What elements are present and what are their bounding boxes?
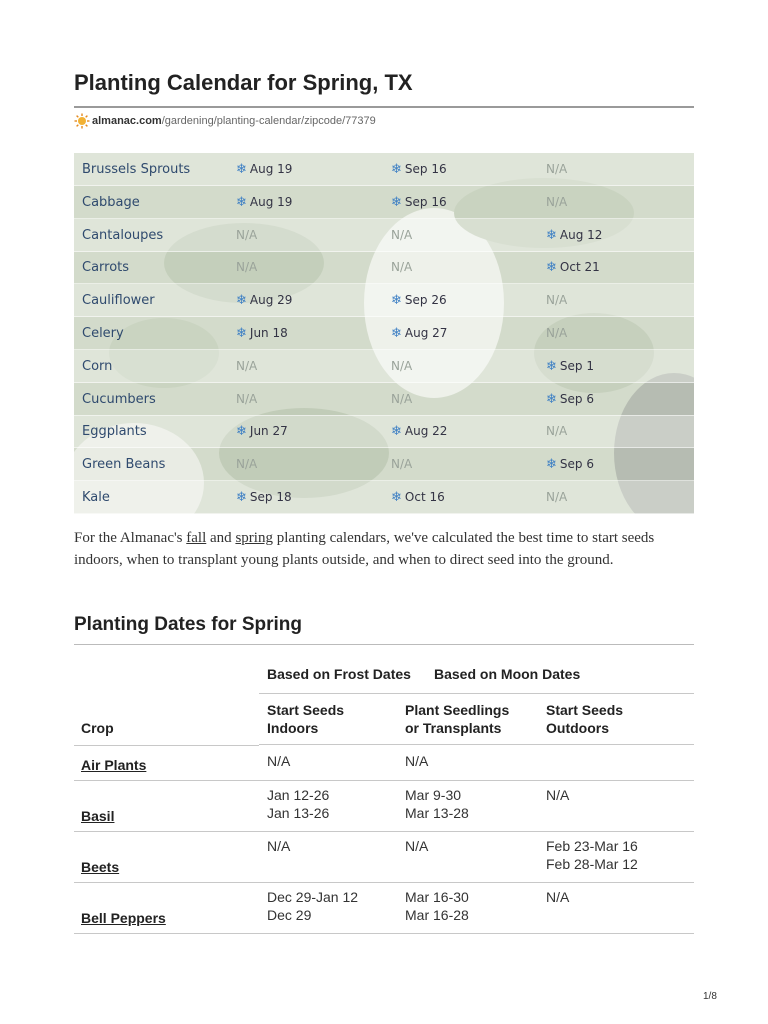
intro-text: planting calendars, we've calculated the best time to start seeds indoors, when to transplant young plants outside, and when to direct seed into the ground. <box>74 530 655 568</box>
hero-calendar-row <box>74 251 694 284</box>
row-divider <box>74 780 694 781</box>
hero-date-cell: ❄ Aug 12 <box>546 227 603 243</box>
date-cell: Jan 13-26 <box>267 805 330 821</box>
spring-link[interactable]: spring <box>235 530 273 546</box>
hero-calendar-row <box>74 350 694 383</box>
intro-text: and <box>206 530 236 546</box>
hero-date-cell: ❄ Jun 18 <box>236 326 288 341</box>
crop-link-cell <box>81 756 146 774</box>
header-divider <box>74 745 259 746</box>
hero-date-cell: ❄ Aug 19 <box>236 162 293 177</box>
crop-link[interactable]: Air Plants <box>81 757 147 773</box>
hero-calendar-row <box>74 481 694 514</box>
hero-date-cell: ❄ Sep 1 <box>546 358 594 374</box>
row-divider <box>74 933 694 934</box>
hero-date-cell: N/A <box>236 457 258 472</box>
snowflake-icon: ❄ <box>391 490 402 505</box>
row-divider <box>74 882 694 883</box>
hero-date-cell: N/A <box>236 358 258 373</box>
hero-date-cell: N/A <box>391 391 413 406</box>
date-cell: N/A <box>405 753 429 769</box>
date-cell: Mar 16-30 <box>405 889 469 905</box>
page-number: 1/8 <box>703 991 717 1002</box>
date-cell: Dec 29 <box>267 907 312 923</box>
hero-date-cell: ❄ Sep 16 <box>391 162 447 177</box>
hero-crop-name: Brussels Sprouts <box>82 162 191 177</box>
hero-calendar-image <box>74 153 694 514</box>
date-cell: Dec 29-Jan 12 <box>267 889 359 905</box>
snowflake-icon: ❄ <box>236 490 247 505</box>
snowflake-icon: ❄ <box>546 227 557 243</box>
hero-date-cell: N/A <box>391 457 413 472</box>
section-title: Planting Dates for Spring <box>74 614 303 635</box>
hero-date-cell: N/A <box>391 358 413 373</box>
moon-dates-group-header: Based on Moon Dates <box>434 666 581 682</box>
hero-date-cell: N/A <box>546 194 568 209</box>
date-cell: Mar 9-30 <box>405 787 462 803</box>
hero-date-cell: N/A <box>546 293 568 308</box>
hero-crop-name: Carrots <box>82 260 130 276</box>
section-divider <box>74 644 694 645</box>
hero-date-cell: N/A <box>546 326 568 340</box>
hero-date-cell: N/A <box>236 260 258 275</box>
snowflake-icon: ❄ <box>236 162 247 177</box>
hero-date-cell: ❄ Aug 22 <box>391 424 448 440</box>
page-title: Planting Calendar for Spring, TX <box>74 70 413 95</box>
crop-link-cell <box>81 858 119 876</box>
snowflake-icon: ❄ <box>391 194 402 210</box>
snowflake-icon: ❄ <box>236 293 247 309</box>
date-cell: Mar 13-28 <box>405 805 469 821</box>
snowflake-icon: ❄ <box>546 358 557 374</box>
hero-date-cell: ❄ Oct 21 <box>546 260 600 276</box>
hero-crop-name: Celery <box>82 326 124 341</box>
hero-calendar-row <box>74 153 694 186</box>
hero-calendar-row <box>74 317 694 350</box>
indoors-column-header: Start Seeds Indoors <box>267 702 345 736</box>
hero-calendar-row <box>74 383 694 416</box>
date-cell: Jan 12-26 <box>267 787 330 803</box>
snowflake-icon: ❄ <box>546 457 557 473</box>
crop-link[interactable]: Beets <box>81 859 120 875</box>
hero-crop-name: Cauliflower <box>82 293 155 309</box>
header-divider <box>259 744 694 745</box>
outdoors-column-header: Start Seeds Outdoors <box>546 702 624 736</box>
hero-calendar-row <box>74 219 694 252</box>
title-divider <box>74 106 694 108</box>
date-cell: Mar 16-28 <box>405 907 469 923</box>
snowflake-icon: ❄ <box>391 293 402 309</box>
snowflake-icon: ❄ <box>546 260 557 276</box>
hero-crop-name: Cantaloupes <box>82 227 164 243</box>
intro-text: For the Almanac's <box>74 530 187 546</box>
crop-link-cell <box>81 909 166 927</box>
sun-favicon-icon <box>74 113 90 129</box>
hero-crop-name: Cabbage <box>82 194 140 210</box>
hero-crop-name: Green Beans <box>82 457 166 473</box>
hero-date-cell: N/A <box>391 260 413 275</box>
date-cell: Feb 28-Mar 12 <box>546 856 638 872</box>
fall-link[interactable]: fall <box>186 530 207 546</box>
hero-crop-name: Kale <box>82 490 110 505</box>
hero-date-cell: ❄ Aug 29 <box>236 293 293 309</box>
hero-date-cell: N/A <box>391 227 413 242</box>
snowflake-icon: ❄ <box>546 391 557 407</box>
hero-date-cell: ❄ Sep 6 <box>546 391 594 407</box>
date-cell: Feb 23-Mar 16 <box>546 838 638 854</box>
hero-crop-name: Cucumbers <box>82 391 156 407</box>
hero-date-cell: ❄ Aug 27 <box>391 326 448 341</box>
source-path[interactable]: /gardening/planting-calendar/zipcode/77379 <box>161 115 376 127</box>
date-cell: N/A <box>546 889 570 905</box>
hero-date-cell: ❄ Aug 19 <box>236 194 293 210</box>
date-cell: N/A <box>267 753 291 769</box>
crop-link[interactable]: Bell Peppers <box>81 910 166 926</box>
hero-date-cell: N/A <box>236 227 258 242</box>
snowflake-icon: ❄ <box>236 424 247 440</box>
header-divider <box>259 693 694 694</box>
hero-calendar-row <box>74 448 694 481</box>
hero-date-cell: ❄ Sep 6 <box>546 457 594 473</box>
hero-date-cell: N/A <box>546 424 568 439</box>
frost-dates-group-header: Based on Frost Dates <box>267 666 411 682</box>
hero-calendar-row <box>74 284 694 317</box>
date-cell: N/A <box>546 787 570 803</box>
source-line[interactable] <box>74 113 376 129</box>
hero-date-cell: N/A <box>546 162 568 176</box>
snowflake-icon: ❄ <box>236 194 247 210</box>
hero-calendar-row <box>74 415 694 448</box>
hero-date-cell: ❄ Sep 16 <box>391 194 447 210</box>
date-cell: N/A <box>267 838 291 854</box>
hero-date-cell: ❄ Jun 27 <box>236 424 288 440</box>
hero-date-cell: N/A <box>546 490 568 504</box>
hero-crop-name: Corn <box>82 358 113 374</box>
snowflake-icon: ❄ <box>391 162 402 177</box>
row-divider <box>74 831 694 832</box>
source-domain[interactable]: almanac.com <box>92 115 162 127</box>
hero-date-cell: ❄ Sep 18 <box>236 490 292 505</box>
hero-date-cell: ❄ Oct 16 <box>391 490 445 505</box>
hero-date-cell: N/A <box>236 391 258 406</box>
hero-date-cell: ❄ Sep 26 <box>391 293 447 309</box>
date-cell: N/A <box>405 838 429 854</box>
crop-link-cell <box>81 807 114 825</box>
snowflake-icon: ❄ <box>391 424 402 440</box>
transplant-column-header: Plant Seedlings or Transplants <box>405 702 510 736</box>
crop-column-header: Crop <box>81 720 114 736</box>
snowflake-icon: ❄ <box>236 326 247 341</box>
snowflake-icon: ❄ <box>391 326 402 341</box>
crop-link[interactable]: Basil <box>81 808 115 824</box>
hero-crop-name: Eggplants <box>82 424 147 440</box>
intro-paragraph <box>74 527 694 571</box>
hero-calendar-row <box>74 186 694 219</box>
